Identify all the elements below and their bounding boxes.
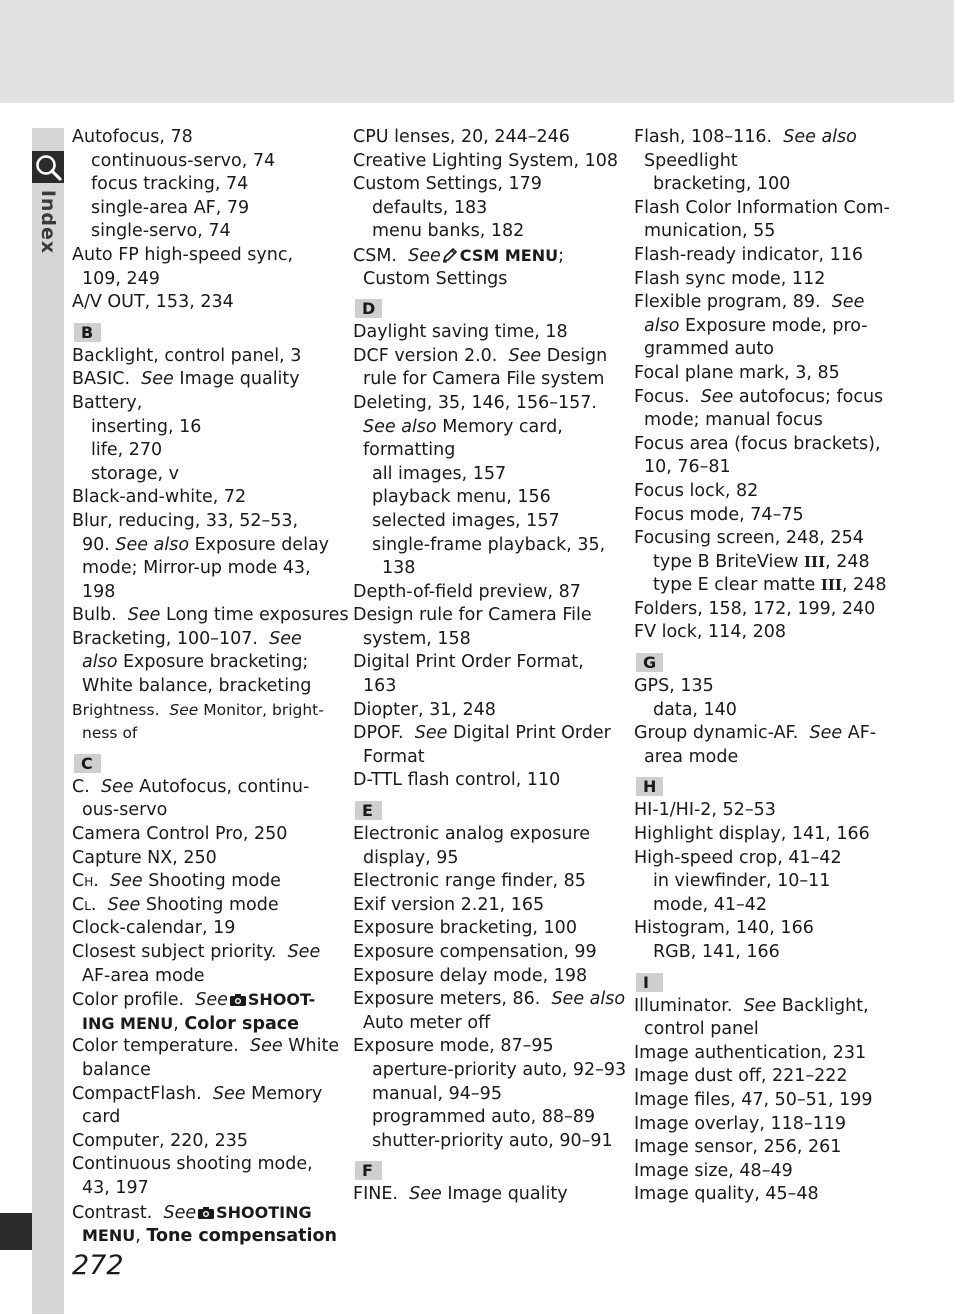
index-subentry: playback menu, 156 xyxy=(372,487,551,508)
index-subentry: manual, 94–95 xyxy=(372,1083,502,1104)
index-column-3 xyxy=(634,126,902,1207)
section-letter: G xyxy=(636,653,663,672)
index-entry: Focus mode, 74–75 xyxy=(634,504,804,525)
index-column-2 xyxy=(353,126,627,1207)
section-letter-c xyxy=(72,746,340,776)
index-subentry: continuous-servo, 74 xyxy=(91,150,276,171)
index-entry: CompactFlash. See Memory xyxy=(72,1083,323,1104)
index-entry: Deleting, 35, 146, 156–157. xyxy=(353,392,597,413)
index-entry: FV lock, 114, 208 xyxy=(634,622,786,643)
index-entry-cont: system, 158 xyxy=(363,628,471,649)
index-entry: Image dust off, 221–222 xyxy=(634,1066,848,1087)
section-letter-g xyxy=(634,645,902,675)
index-entry: DCF version 2.0. See Design xyxy=(353,345,608,366)
index-entry-cont: MENU, Tone compensation xyxy=(82,1226,337,1247)
index-entry: Depth-of-field preview, 87 xyxy=(353,581,581,602)
index-entry: Image files, 47, 50–51, 199 xyxy=(634,1089,873,1110)
index-entry: Image size, 48–49 xyxy=(634,1160,793,1181)
index-entry-cont: Speedlight xyxy=(644,150,738,171)
index-subentry: focus tracking, 74 xyxy=(91,174,249,195)
index-subentry: menu banks, 182 xyxy=(372,221,525,242)
index-entry: High-speed crop, 41–42 xyxy=(634,847,842,868)
index-entry: Design rule for Camera File xyxy=(353,605,592,626)
section-letter-d xyxy=(353,291,621,321)
index-entry: Focus lock, 82 xyxy=(634,480,759,501)
section-letter: B xyxy=(74,323,101,342)
page-edge-marker xyxy=(0,1213,32,1250)
index-entry: Exposure meters, 86. See also xyxy=(353,989,626,1010)
index-entry: Black-and-white, 72 xyxy=(72,487,247,508)
index-entry-cont: ING MENU, Color space xyxy=(82,1013,300,1034)
index-entry: Blur, reducing, 33, 52–53, xyxy=(72,510,299,531)
index-entry: CL. See Shooting mode xyxy=(72,894,279,915)
index-entry: Image sensor, 256, 261 xyxy=(634,1137,842,1158)
index-subentry: defaults, 183 xyxy=(372,197,488,218)
section-letter: E xyxy=(355,801,382,820)
index-entry: Image overlay, 118–119 xyxy=(634,1113,847,1134)
index-entry-cont: Custom Settings xyxy=(363,268,508,289)
index-entry-cont: control panel xyxy=(644,1019,759,1040)
index-entry: Electronic analog exposure xyxy=(353,824,591,845)
index-entry-cont: rule for Camera File system xyxy=(363,369,605,390)
index-entry: Clock-calendar, 19 xyxy=(72,918,236,939)
index-entry: Flash-ready indicator, 116 xyxy=(634,244,864,265)
index-entry: Bulb. See Long time exposures xyxy=(72,605,349,626)
index-entry-cont: display, 95 xyxy=(363,847,459,868)
magnifier-icon xyxy=(32,151,64,183)
index-entry-cont: munication, 55 xyxy=(644,221,776,242)
index-entry: Closest subject priority. See xyxy=(72,942,321,962)
index-entry: Digital Print Order Format, xyxy=(353,652,584,673)
index-entry: Folders, 158, 172, 199, 240 xyxy=(634,598,876,619)
index-entry-cont: 109, 249 xyxy=(82,268,160,289)
section-letter-b xyxy=(72,315,340,345)
index-entry: Group dynamic-AF. See AF- xyxy=(634,723,877,744)
index-entry: Backlight, control panel, 3 xyxy=(72,345,302,366)
index-subentry: single-servo, 74 xyxy=(91,221,231,242)
index-entry-cont: ous-servo xyxy=(82,800,168,821)
camera-icon xyxy=(198,1207,214,1219)
index-entry: Brightness. See Monitor, bright- xyxy=(72,700,324,719)
index-entry: Diopter, 31, 248 xyxy=(353,699,496,720)
index-entry: Focusing screen, 248, 254 xyxy=(634,528,864,549)
index-entry: Exif version 2.21, 165 xyxy=(353,894,545,915)
index-entry-cont: 10, 76–81 xyxy=(644,457,731,478)
index-entry: Electronic range finder, 85 xyxy=(353,871,586,892)
index-entry: Exposure compensation, 99 xyxy=(353,942,597,962)
index-entry: Flexible program, 89. See xyxy=(634,292,865,313)
index-entry: Flash Color Information Com- xyxy=(634,197,890,218)
index-entry-cont: 43, 197 xyxy=(82,1177,149,1198)
camera-icon xyxy=(230,994,246,1006)
index-entry: CH. See Shooting mode xyxy=(72,871,281,892)
section-tab-label: Index xyxy=(37,189,59,255)
index-entry-cont: 90. See also Exposure delay xyxy=(82,534,330,555)
index-entry: Daylight saving time, 18 xyxy=(353,322,568,343)
index-subentry: single-area AF, 79 xyxy=(91,197,250,218)
section-letter: I xyxy=(636,973,663,992)
page-number: 272 xyxy=(72,1250,124,1281)
index-entry: Battery, xyxy=(72,392,143,413)
index-subentry: aperture-priority auto, 92–93 xyxy=(372,1059,627,1080)
index-entry-cont: Format xyxy=(363,746,425,767)
index-entry: Flash sync mode, 112 xyxy=(634,268,826,289)
index-entry-cont: mode; manual focus xyxy=(644,410,823,431)
index-subentry: inserting, 16 xyxy=(91,416,202,437)
index-entry-cont: 163 xyxy=(363,676,397,697)
section-letter: C xyxy=(74,754,101,773)
index-entry: Histogram, 140, 166 xyxy=(634,918,814,939)
index-entry: Capture NX, 250 xyxy=(72,847,217,868)
index-subentry: mode, 41–42 xyxy=(653,894,768,915)
index-entry: Camera Control Pro, 250 xyxy=(72,824,288,845)
side-tab-strip xyxy=(32,128,64,1314)
index-entry: Highlight display, 141, 166 xyxy=(634,824,870,845)
section-letter-e xyxy=(353,793,621,823)
index-entry-cont: grammed auto xyxy=(644,339,774,360)
index-entry-cont: See also Memory card, xyxy=(363,416,563,437)
index-entry: CSM. See CSM MENU; xyxy=(353,245,564,266)
section-letter-f xyxy=(353,1153,621,1183)
index-entry-cont: also Exposure mode, pro- xyxy=(644,315,868,336)
index-entry: Flash, 108–116. See also xyxy=(634,127,857,147)
index-entry: Illuminator. See Backlight, xyxy=(634,995,869,1016)
index-entry: A/V OUT, 153, 234 xyxy=(72,292,234,313)
index-entry: Exposure bracketing, 100 xyxy=(353,918,577,939)
index-entry: BASIC. See Image quality xyxy=(72,369,300,390)
index-entry: Custom Settings, 179 xyxy=(353,174,542,195)
index-subentry: bracketing, 100 xyxy=(653,174,791,195)
index-entry: Autofocus, 78 xyxy=(72,127,193,147)
index-entry-cont: also Exposure bracketing; xyxy=(82,652,309,673)
section-letter: F xyxy=(355,1161,382,1180)
index-entry-cont: card xyxy=(82,1107,121,1128)
index-entry: D-TTL flash control, 110 xyxy=(353,770,561,791)
index-entry: Bracketing, 100–107. See xyxy=(72,628,302,649)
index-subentry: RGB, 141, 166 xyxy=(653,942,780,962)
index-column-1 xyxy=(72,126,349,1248)
index-entry: Auto FP high-speed sync, xyxy=(72,244,294,265)
index-entry: Creative Lighting System, 108 xyxy=(353,150,619,171)
section-letter-i xyxy=(634,965,902,995)
index-entry: Image authentication, 231 xyxy=(634,1042,867,1063)
index-entry: HI-1/HI-2, 52–53 xyxy=(634,800,776,821)
index-entry-cont: ness of xyxy=(82,724,138,743)
index-entry-cont: area mode xyxy=(644,746,739,767)
index-entry: Exposure delay mode, 198 xyxy=(353,965,588,986)
index-subentry: shutter-priority auto, 90–91 xyxy=(372,1130,613,1151)
index-subentry: all images, 157 xyxy=(372,463,507,484)
index-entry-cont: White balance, bracketing xyxy=(82,676,312,697)
index-subentry: type B BriteView III, 248 xyxy=(653,551,870,572)
index-entry: Focus area (focus brackets), xyxy=(634,433,881,454)
index-entry: CPU lenses, 20, 244–246 xyxy=(353,127,570,147)
index-entry-cont: 198 xyxy=(82,581,116,602)
index-entry-cont: formatting xyxy=(363,440,456,461)
index-entry: DPOF. See Digital Print Order xyxy=(353,723,611,744)
index-entry: Image quality, 45–48 xyxy=(634,1184,819,1205)
index-entry: Color temperature. See White xyxy=(72,1036,340,1057)
index-entry: GPS, 135 xyxy=(634,676,714,697)
index-entry: Contrast. See SHOOTING xyxy=(72,1202,312,1223)
index-entry: Computer, 220, 235 xyxy=(72,1130,249,1151)
index-subentry: storage, v xyxy=(91,463,179,484)
index-entry: Exposure mode, 87–95 xyxy=(353,1036,554,1057)
index-subentry: data, 140 xyxy=(653,699,737,720)
pencil-icon xyxy=(442,247,459,263)
section-letter-h xyxy=(634,769,902,799)
section-letter: H xyxy=(636,777,663,796)
index-entry: Focal plane mark, 3, 85 xyxy=(634,362,840,383)
index-entry: FINE. See Image quality xyxy=(353,1184,568,1205)
index-subentry-cont: 138 xyxy=(382,558,416,579)
index-entry-cont: balance xyxy=(82,1059,151,1080)
index-entry-cont: AF-area mode xyxy=(82,965,205,986)
index-entry-cont: Auto meter off xyxy=(363,1012,491,1033)
index-entry: Continuous shooting mode, xyxy=(72,1154,313,1175)
index-subentry: life, 270 xyxy=(91,440,163,461)
index-subentry: selected images, 157 xyxy=(372,510,560,531)
index-entry-cont: mode; Mirror-up mode 43, xyxy=(82,558,311,579)
index-subentry: programmed auto, 88–89 xyxy=(372,1107,595,1128)
index-subentry: in viewfinder, 10–11 xyxy=(653,871,831,892)
index-subentry: type E clear matte III, 248 xyxy=(653,575,887,596)
index-subentry: single-frame playback, 35, xyxy=(372,534,606,555)
index-entry: C. See Autofocus, continu- xyxy=(72,776,310,797)
index-entry: Focus. See autofocus; focus xyxy=(634,386,884,407)
header-band xyxy=(0,0,954,103)
section-letter: D xyxy=(355,299,382,318)
index-entry: Color profile. See SHOOT- xyxy=(72,990,316,1011)
